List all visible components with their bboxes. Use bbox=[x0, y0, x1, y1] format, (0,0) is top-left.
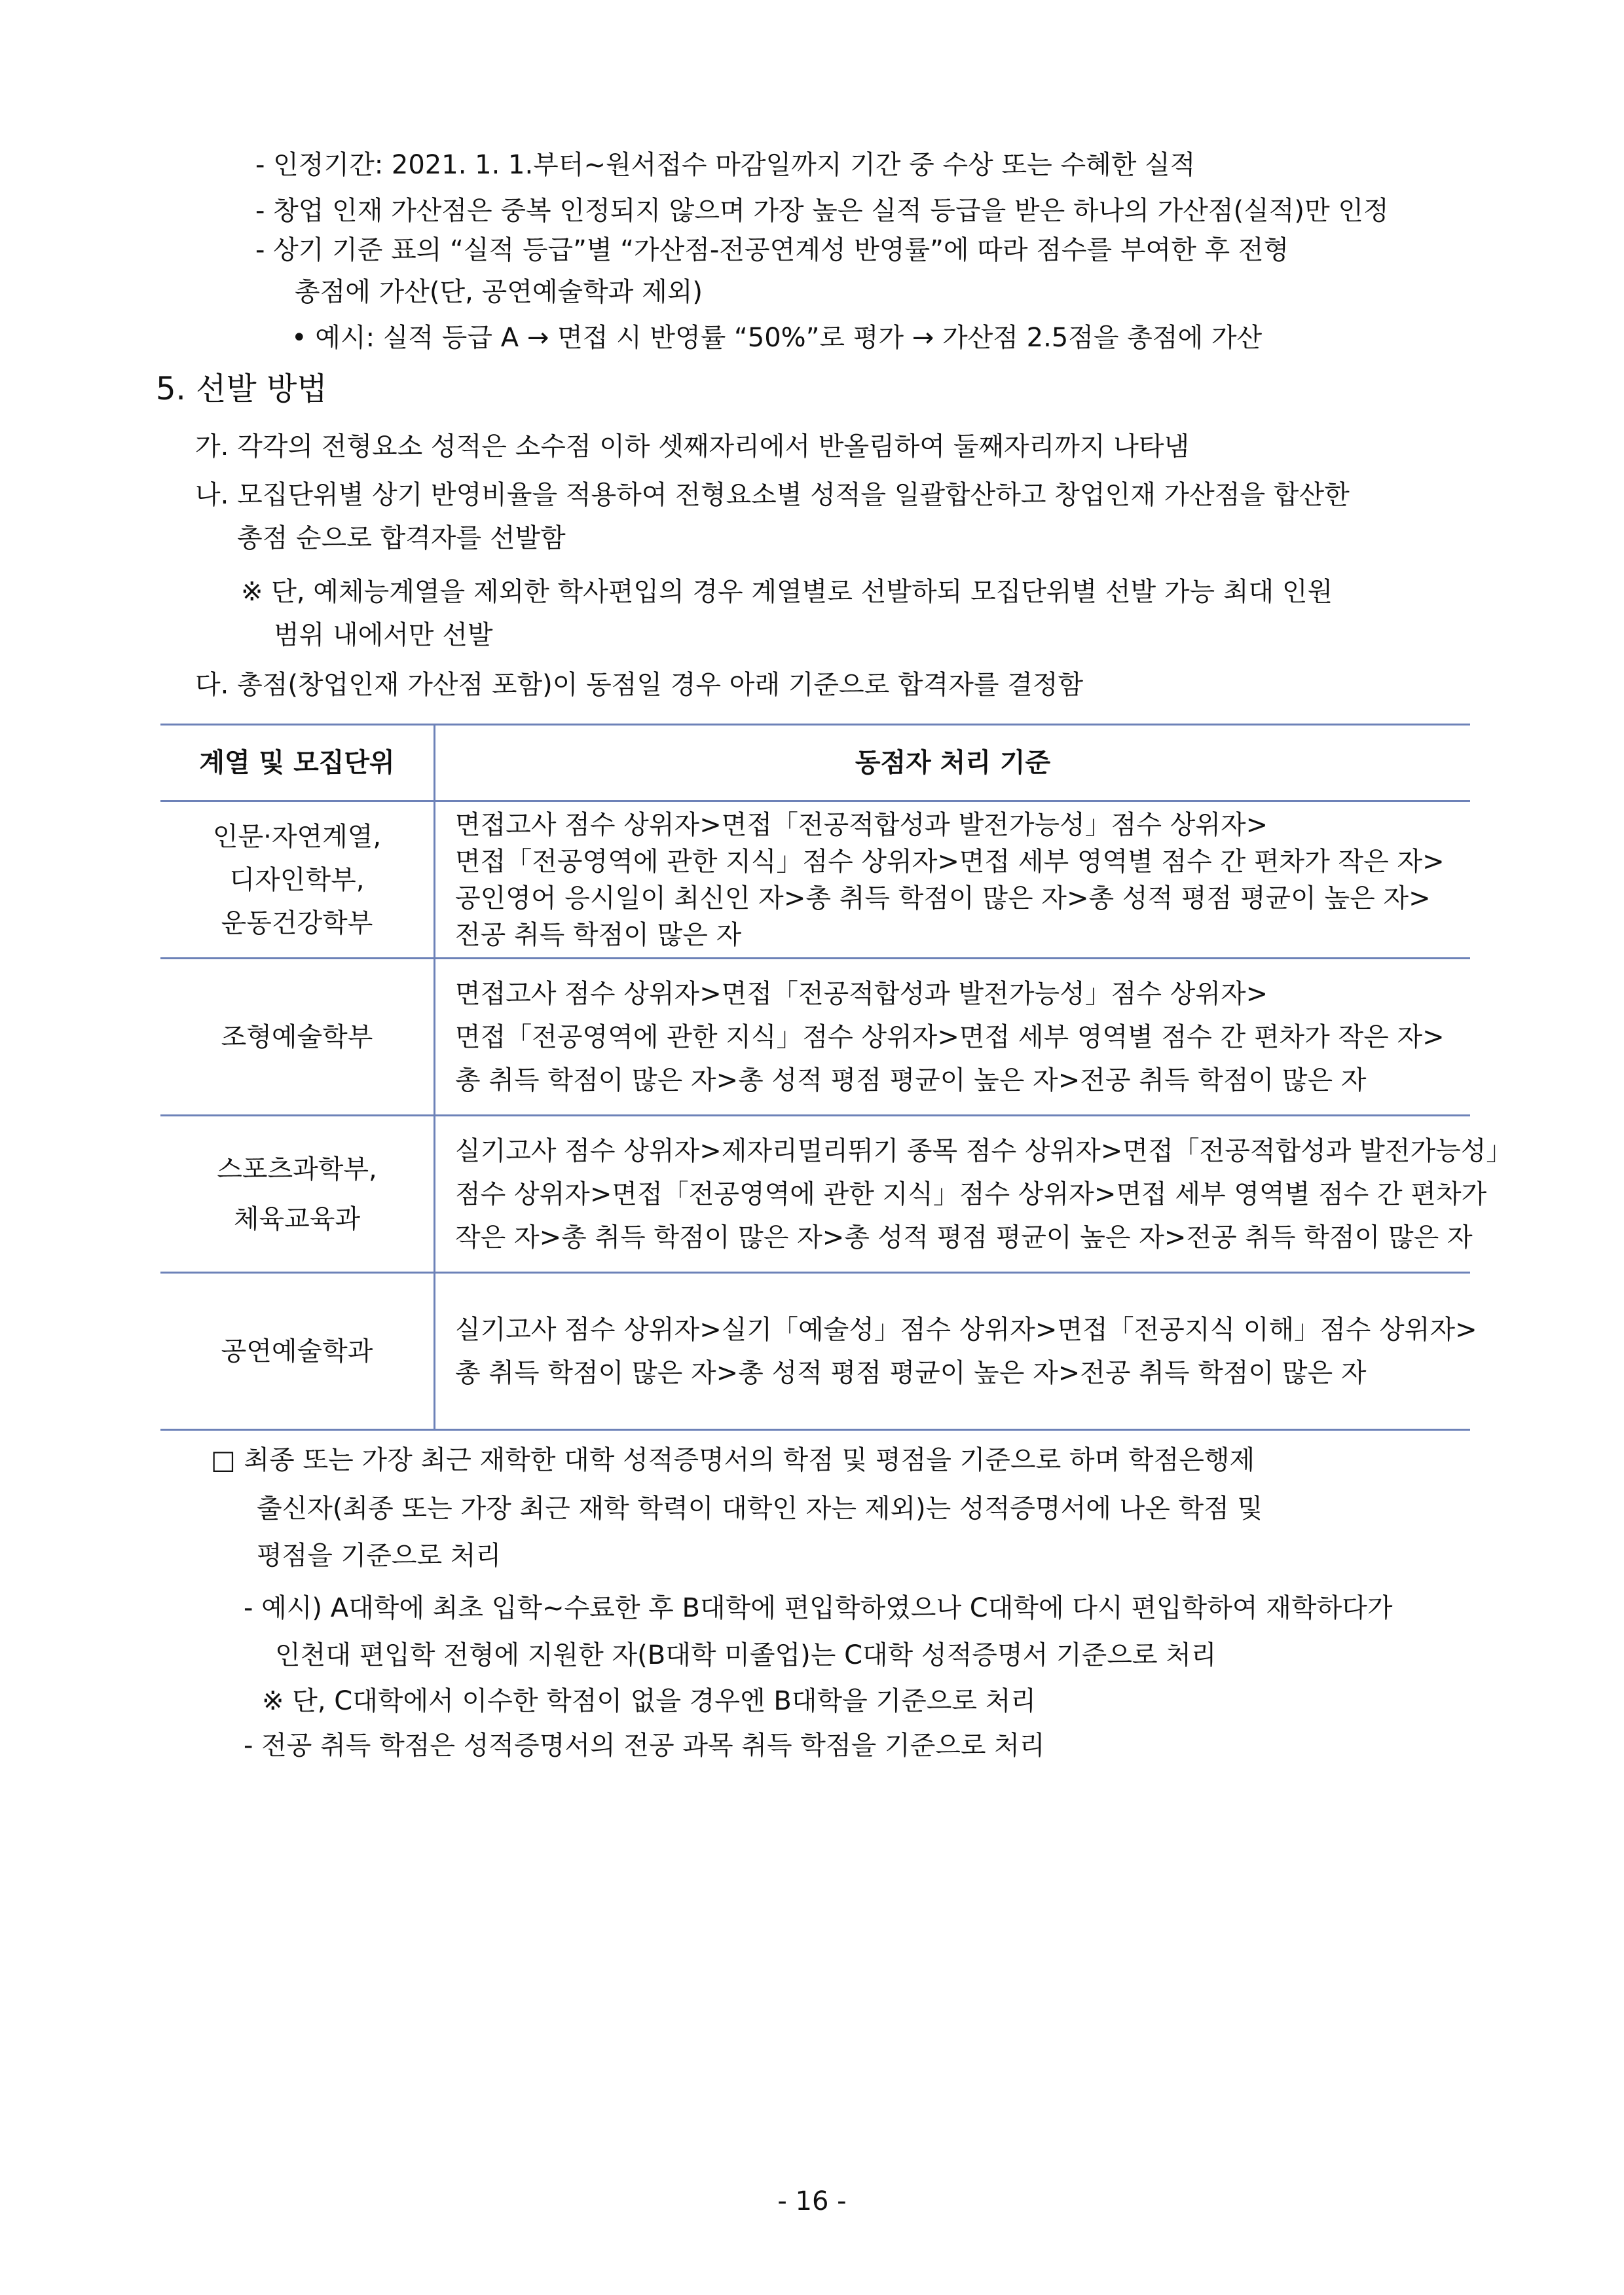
criteria-line: 실기고사 점수 상위자>제자리멀리뛰기 종목 점수 상위자>면접「전공적합성과 발전가능성」 bbox=[455, 1135, 1513, 1166]
criteria-cell bbox=[435, 801, 1471, 959]
criteria-line: 면접고사 점수 상위자>면접「전공적합성과 발전가능성」점수 상위자> bbox=[455, 978, 1268, 1009]
unit-cell bbox=[160, 959, 435, 1116]
unit-line: 스포츠과학부, bbox=[217, 1154, 377, 1184]
criteria-line: 공인영어 응시일이 최신인 자>총 취득 학점이 많은 자>총 성적 평점 평균이 높은 자> bbox=[455, 883, 1431, 913]
item-na-note: ※ 단, 예체능계열을 제외한 학사편입의 경우 계열별로 선발하되 모집단위별 선발 가능 최대 인원 bbox=[241, 577, 1333, 607]
criteria-line: 면접고사 점수 상위자>면접「전공적합성과 발전가능성」점수 상위자> bbox=[455, 809, 1268, 840]
item-da: 다. 총점(창업인재 가산점 포함)이 동점일 경우 아래 기준으로 합격자를 결정함 bbox=[195, 670, 1084, 700]
criteria-line: 총 취득 학점이 많은 자>총 성적 평점 평균이 높은 자>전공 취득 학점이 많은 자 bbox=[455, 1357, 1367, 1388]
note-main-cont: 출신자(최종 또는 가장 최근 재학 학력이 대학인 자는 제외)는 성적증명서에 나온 학점 및 bbox=[257, 1494, 1263, 1524]
unit-line: 조형예술학부 bbox=[221, 1021, 373, 1052]
criteria-line: 실기고사 점수 상위자>실기「예술성」점수 상위자>면접「전공지식 이해」점수 상위자> bbox=[455, 1314, 1477, 1345]
bullet-no-duplicate: - 창업 인재 가산점은 중복 인정되지 않으며 가장 높은 실적 등급을 받은 하나의 가산점(실적)만 인정 bbox=[255, 196, 1389, 226]
unit-cell bbox=[160, 1273, 435, 1430]
criteria-cell bbox=[435, 1273, 1477, 1430]
criteria-cell bbox=[435, 959, 1471, 1116]
unit-cell bbox=[160, 801, 435, 959]
unit-line: 인문·자연계열, bbox=[212, 821, 382, 852]
note-main: □ 최종 또는 가장 최근 재학한 대학 성적증명서의 학점 및 평점을 기준으로 하며 학점은행제 bbox=[211, 1445, 1255, 1475]
item-na-note-cont: 범위 내에서만 선발 bbox=[274, 620, 493, 650]
note-main-cont2: 평점을 기준으로 처리 bbox=[257, 1541, 502, 1571]
unit-line: 체육교육과 bbox=[233, 1203, 361, 1234]
note-major-credits: - 전공 취득 학점은 성적증명서의 전공 과목 취득 학점을 기준으로 처리 bbox=[244, 1731, 1045, 1761]
tie-break-table bbox=[160, 724, 1513, 1431]
section-title: 5. 선발 방법 bbox=[156, 371, 327, 407]
unit-line: 디자인학부, bbox=[229, 864, 365, 895]
note-example-cont: 인천대 편입학 전형에 지원한 자(B대학 미졸업)는 C대학 성적증명서 기준으로 처리 bbox=[275, 1640, 1217, 1670]
table-row bbox=[160, 801, 1470, 959]
page-number: - 16 - bbox=[777, 2186, 847, 2216]
table-row bbox=[160, 1273, 1470, 1430]
criteria-line: 전공 취득 학점이 많은 자 bbox=[455, 919, 742, 950]
criteria-line: 작은 자>총 취득 학점이 많은 자>총 성적 평점 평균이 높은 자>전공 취득 학점이 많은 자 bbox=[455, 1222, 1473, 1253]
header-unit: 계열 및 모집단위 bbox=[160, 725, 435, 801]
bullet-example: • 예시: 실적 등급 A → 면접 시 반영률 “50%”로 평가 → 가산점 2.5점을 총점에 가산 bbox=[291, 323, 1263, 353]
bullet-period: - 인정기간: 2021. 1. 1.부터~원서접수 마감일까지 기간 중 수상 또는 수혜한 실적 bbox=[255, 150, 1196, 180]
unit-cell bbox=[160, 1116, 435, 1273]
bullet-scoring-cont: 총점에 가산(단, 공연예술학과 제외) bbox=[295, 277, 703, 307]
item-na: 나. 모집단위별 상기 반영비율을 적용하여 전형요소별 성적을 일괄합산하고 창업인재 가산점을 합산한 bbox=[195, 480, 1350, 510]
unit-line: 운동건강학부 bbox=[221, 908, 373, 938]
criteria-cell bbox=[435, 1116, 1513, 1273]
item-na-cont: 총점 순으로 합격자를 선발함 bbox=[237, 523, 566, 553]
criteria-line: 면접「전공영역에 관한 지식」점수 상위자>면접 세부 영역별 점수 간 편차가 작은 자> bbox=[455, 846, 1445, 877]
table-row bbox=[160, 959, 1470, 1116]
table-header-row bbox=[160, 725, 1470, 801]
criteria-line: 총 취득 학점이 많은 자>총 성적 평점 평균이 높은 자>전공 취득 학점이 많은 자 bbox=[455, 1065, 1367, 1095]
item-ga: 가. 각각의 전형요소 성적은 소수점 이하 셋째자리에서 반올림하여 둘째자리까지 나타냄 bbox=[195, 431, 1190, 462]
header-criteria: 동점자 처리 기준 bbox=[435, 725, 1471, 801]
note-example: - 예시) A대학에 최초 입학~수료한 후 B대학에 편입학하였으나 C대학에 다시 편입학하여 재학하다가 bbox=[244, 1593, 1393, 1623]
unit-line: 공연예술학과 bbox=[221, 1336, 373, 1367]
note-example-sub: ※ 단, C대학에서 이수한 학점이 없을 경우엔 B대학을 기준으로 처리 bbox=[262, 1686, 1037, 1716]
criteria-line: 점수 상위자>면접「전공영역에 관한 지식」점수 상위자>면접 세부 영역별 점수 간 편차가 bbox=[455, 1179, 1487, 1209]
bullet-scoring: - 상기 기준 표의 “실적 등급”별 “가산점-전공연계성 반영률”에 따라 점수를 부여한 후 전형 bbox=[255, 235, 1289, 265]
table-row bbox=[160, 1116, 1470, 1273]
criteria-line: 면접「전공영역에 관한 지식」점수 상위자>면접 세부 영역별 점수 간 편차가 작은 자> bbox=[455, 1021, 1445, 1052]
